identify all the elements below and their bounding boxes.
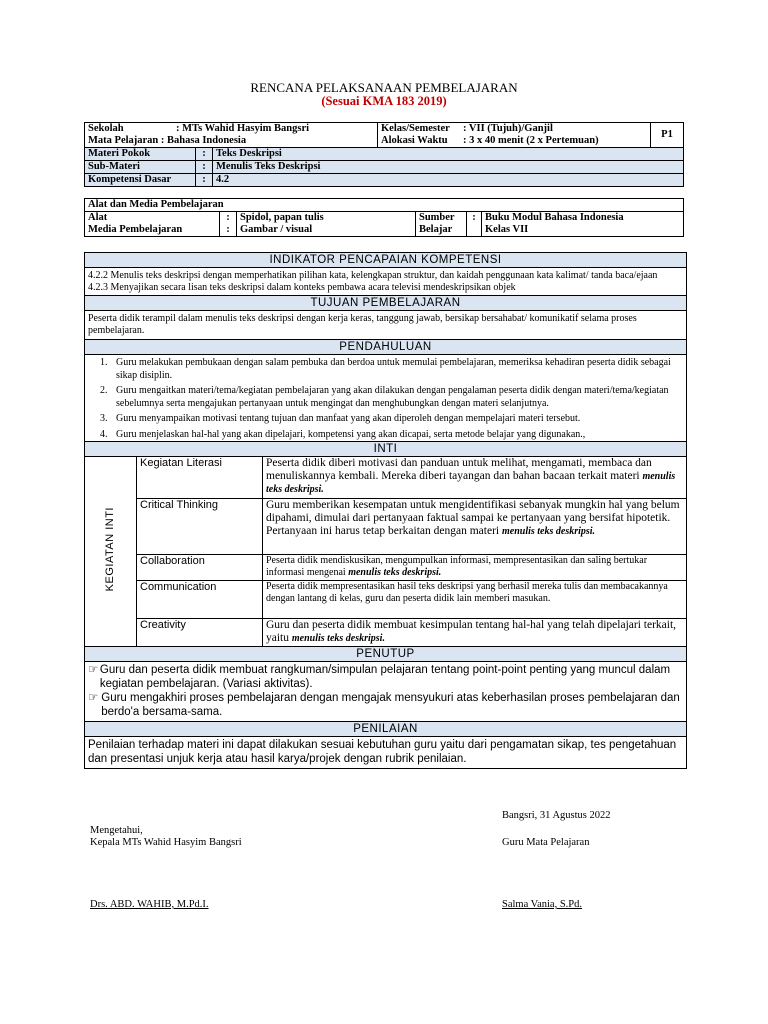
kd-label: Kompetensi Dasar [85,174,196,187]
pendahuluan-heading: PENDAHULUAN [85,340,687,355]
mengetahui-label: Mengetahui, [90,825,143,836]
inti-text-creativity: Guru dan peserta didik membuat kesimpulan tentang hal-hal yang telah dipelajari terkait, yaitu menulis teks deskripsi. [263,619,687,647]
alat-label: Alat [85,212,220,225]
pertemuan-code: P1 [651,123,684,148]
ipk-item-1: 4.2.2 Menulis teks deskripsi dengan memperhatikan pilihan kata, kelengkapan struktur, dan kaidah penggunaan kata kalimat/ tanda baca/ejaan [88,270,658,281]
kelas-label: Kelas/Semester [381,123,450,134]
penilaian-text: Penilaian terhadap materi ini dapat dilakukan sesuai kebutuhan guru yaitu dari pengamatan sikap, tes pengetahuan dan presentasi unjuk kerja atau hasil karya/projek dengan rubrik penilaian. [85,737,687,769]
inti-label-literasi: Kegiatan Literasi [137,457,263,499]
ipk-heading: INDIKATOR PENCAPAIAN KOMPETENSI [85,253,687,268]
inti-text-critical: Guru memberikan kesempatan untuk mengidentifikasi sebanyak mungkin hal yang belum dipahami, dimulai dari pertanyaan faktual sampai ke pertanyaan yang bersifat hipotetik. Pertanyaan ini harus tetap berkaitan dengan materi menulis teks deskripsi. [263,499,687,555]
alat-table: Alat dan Media Pembelajaran Alat : Spidol, papan tulis Sumber : Buku Modul Bahasa Indonesia Media Pembelajaran : Gambar / visual Belajar Kelas VII [84,198,684,237]
list-item: 2. Guru mengaitkan materi/tema/kegiatan pembelajaran yang akan dilakukan dengan pengalaman peserta didik dengan materi/tema/kegiatan sebelumnya serta mengajukan pertanyaan untuk mengingat dan menghubungkan dengan materi selanjutnya. [110,385,683,410]
media-label: Media Pembelajaran [85,224,220,237]
alat-heading: Alat dan Media Pembelajaran [85,199,684,212]
penutup-item-2: ☞ Guru mengakhiri proses pembelajaran dengan mengajak mensyukuri atas keberhasilan proses pembelajaran dan berdo'a bersama-sama. [88,692,680,718]
pointing-hand-icon: ☞ [88,664,99,676]
sekolah-label: Sekolah [88,123,124,134]
document-subtitle: (Sesuai KMA 183 2019) [321,94,447,108]
sekolah-value: : MTs Wahid Hasyim Bangsri [176,123,310,134]
media-value: Gambar / visual [237,224,416,237]
sub-materi-label: Sub-Materi [85,161,196,174]
belajar-label: Belajar [416,224,467,237]
list-item: 4. Guru menjelaskan hal-hal yang akan dipelajari, kompetensi yang akan dicapai, serta metode belajar yang digunakan., [110,429,683,442]
tujuan-text: Peserta didik terampil dalam menulis teks deskripsi dengan kerja keras, tanggung jawab, bersikap bersahabat/ komunikatif selama proses pembelajaran. [85,311,687,340]
sub-materi-value: Menulis Teks Deskripsi [213,161,684,174]
kelas-value: : VII (Tujuh)/Ganjil [463,123,553,134]
mapel-value: : Bahasa Indonesia [160,135,247,146]
mapel-label: Mata Pelajaran [88,135,159,146]
list-item: 3. Guru menyampaikan motivasi tentang tujuan dan manfaat yang akan diperoleh dengan mempelajari materi tersebut. [110,413,683,426]
alokasi-value: : 3 x 40 menit (2 x Pertemuan) [463,135,599,146]
alat-value: Spidol, papan tulis [237,212,416,225]
inti-heading: INTI [85,442,687,457]
kd-value: 4.2 [213,174,684,187]
sumber-label: Sumber [416,212,467,225]
inti-label-creativity: Creativity [137,619,263,647]
guru-label: Guru Mata Pelajaran [502,837,590,848]
sumber-value-1: Buku Modul Bahasa Indonesia [482,212,684,225]
alokasi-label: Alokasi Waktu [381,135,448,146]
ipk-item-2: 4.2.3 Menyajikan secara lisan teks deskripsi dalam konteks pembawa acara televisi mendeskripsikan objek [88,282,516,293]
sumber-value-2: Kelas VII [482,224,684,237]
inti-label-collaboration: Collaboration [137,555,263,581]
inti-label-communication: Communication [137,581,263,619]
inti-text-communication: Peserta didik mempresentasikan hasil teks deskripsi yang berhasil mereka tulis dan membacakannya dengan lantang di kelas, guru dan peserta didik lain memberi masukan. [263,581,687,619]
materi-pokok-label: Materi Pokok [85,148,196,161]
materi-pokok-value: Teks Deskripsi [213,148,684,161]
inti-text-literasi: Peserta didik diberi motivasi dan panduan untuk melihat, mengamati, membaca dan menuliskannya kembali. Mereka diberi tayangan dan bahan bacaan terkait materi menulis teks deskripsi. [263,457,687,499]
penutup-item-1: ☞ Guru dan peserta didik membuat rangkuman/simpulan pelajaran tentang point-point penting yang muncul dalam kegiatan pembelajaran. (Variasi aktivitas). [88,664,671,690]
main-table [84,252,687,769]
penutup-heading: PENUTUP [85,647,687,662]
kepala-name: Drs. ABD. WAHIB, M.Pd.I. [90,899,209,910]
document-title: RENCANA PELAKSANAAN PEMBELAJARAN [250,80,518,95]
kegiatan-inti-label: KEGIATAN INTI [104,507,116,592]
inti-label-critical: Critical Thinking [137,499,263,555]
tujuan-heading: TUJUAN PEMBELAJARAN [85,296,687,311]
pendahuluan-list [88,357,683,441]
kepala-label: Kepala MTs Wahid Hasyim Bangsri [90,837,242,848]
place-date: Bangsri, 31 Agustus 2022 [502,810,611,821]
guru-name: Salma Vania, S.Pd. [502,899,583,910]
penilaian-heading: PENILAIAN [85,722,687,737]
list-item: 1. Guru melakukan pembukaan dengan salam pembuka dan berdoa untuk memulai pembelajaran, memeriksa kehadiran peserta didik sebagai sikap disiplin. [110,357,683,382]
inti-text-collaboration: Peserta didik mendiskusikan, mengumpulkan informasi, mempresentasikan dan saling bertukar informasi mengenai menulis teks deskripsi. [263,555,687,581]
pointing-hand-icon: ☞ [88,692,99,704]
identity-table: Sekolah : MTs Wahid Hasyim Bangsri Kelas/Semester : VII (Tujuh)/Ganjil P1 Mata Pelajaran : Bahasa Indonesia Alokasi Waktu : 3 x 40 menit (2 x Pertemuan) Materi Pokok : Teks Deskripsi Sub-Materi : Menulis Teks Deskripsi Kompetensi Dasar : 4.2 [84,122,684,187]
